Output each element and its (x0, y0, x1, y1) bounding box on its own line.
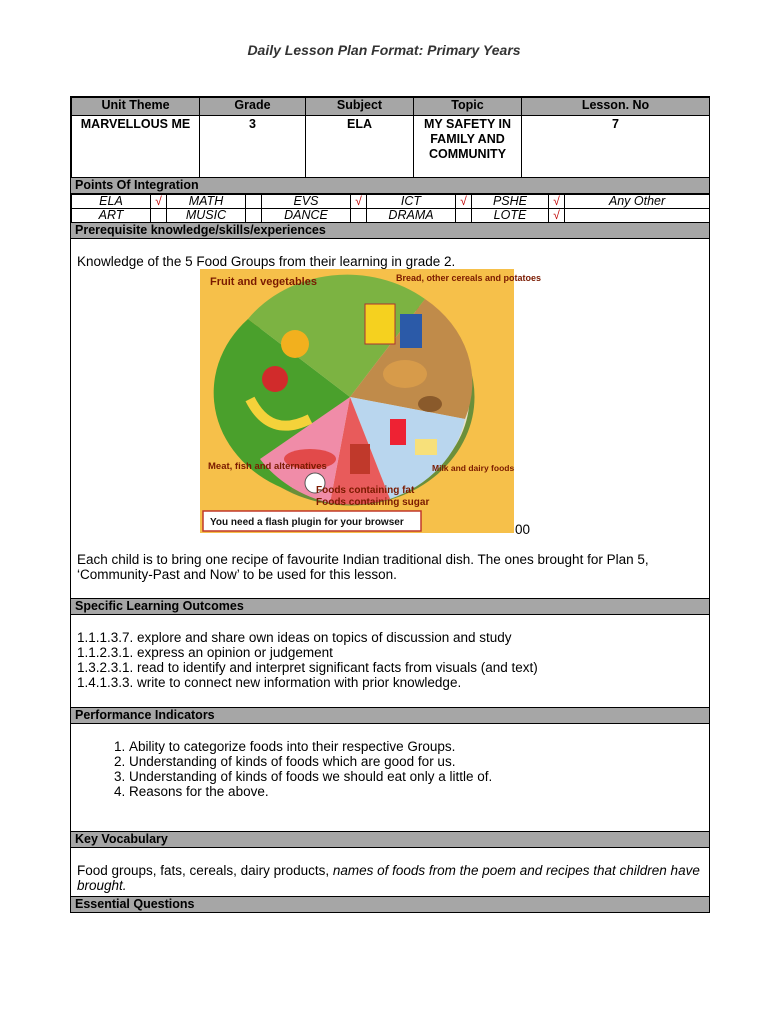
vocabulary-section (71, 848, 709, 896)
integration-ela: ELA (72, 195, 151, 209)
grade-value: 3 (200, 116, 306, 178)
sweets-icon (350, 444, 370, 474)
col-unit-theme: Unit Theme (72, 98, 200, 116)
outcomes-heading: Specific Learning Outcomes (71, 598, 709, 615)
prerequisite-heading: Prerequisite knowledge/skills/experiences (71, 223, 709, 239)
prerequisite-intro: Knowledge of the 5 Food Groups from their learning in grade 2. (77, 254, 456, 269)
label-bread (396, 273, 541, 283)
cheese-icon (415, 439, 437, 455)
header-table (71, 97, 710, 178)
label-fruit-veg: Fruit and vegetables (210, 276, 317, 288)
outcome-item: 1.4.1.3.3. write to connect new information with prior knowledge. (77, 675, 462, 690)
integration-table (71, 194, 710, 223)
label-meat: Meat, fish and alternatives (208, 461, 327, 472)
integration-pshe: PSHE (472, 195, 549, 209)
bread-icon (383, 360, 427, 388)
integration-blank (565, 209, 710, 223)
label-sugar: Foods containing sugar (316, 497, 430, 508)
outcome-item: 1.1.1.3.7. explore and share own ideas on topics of discussion and study (77, 630, 512, 645)
tick-pshe: √ (549, 195, 565, 209)
outcome-item: 1.3.2.3.1. read to identify and interpret significant facts from visuals (and text) (77, 660, 538, 675)
integration-heading: Points Of Integration (71, 178, 709, 194)
integration-art: ART (72, 209, 151, 223)
outcome-item: 1.1.2.3.1. express an opinion or judgement (77, 645, 333, 660)
indicators-list (77, 739, 703, 799)
essential-questions-heading: Essential Questions (71, 896, 709, 912)
tick-evs: √ (351, 195, 367, 209)
trailing-number: 00 (515, 522, 531, 537)
integration-music: MUSIC (167, 209, 246, 223)
indicators-section (71, 724, 709, 831)
col-subject: Subject (306, 98, 414, 116)
milk-carton-icon (390, 419, 406, 445)
document-title: Daily Lesson Plan Format: Primary Years (247, 42, 521, 58)
tick-drama (456, 209, 472, 223)
indicator-item: 4. Reasons for the above. (129, 784, 703, 799)
indicator-item: 1. Ability to categorize foods into their respective Groups. (129, 739, 703, 754)
lesson-no-value: 7 (522, 116, 710, 178)
orange-icon (281, 330, 309, 358)
col-lesson-no: Lesson. No (522, 98, 710, 116)
integration-any-other: Any Other (565, 195, 710, 209)
integration-ict: ICT (367, 195, 456, 209)
tick-music (246, 209, 262, 223)
tick-math (246, 195, 262, 209)
tick-art (151, 209, 167, 223)
potato-icon (418, 396, 442, 412)
indicators-heading: Performance Indicators (71, 707, 709, 724)
label-fat: Foods containing fat (316, 485, 415, 496)
apple-icon (262, 366, 288, 392)
indicator-item: 2. Understanding of kinds of foods which are good for us. (129, 754, 703, 769)
flash-plugin-text: You need a flash plugin for your browser (210, 517, 404, 528)
tick-ela: √ (151, 195, 167, 209)
indicator-item: 3. Understanding of kinds of foods we should eat only a little of. (129, 769, 703, 784)
col-topic: Topic (414, 98, 522, 116)
integration-lote: LOTE (472, 209, 549, 223)
integration-evs: EVS (262, 195, 351, 209)
prerequisite-section (71, 239, 709, 598)
vocabulary-italic: names of foods from the poem and recipes that children have brought. (77, 863, 700, 893)
col-grade: Grade (200, 98, 306, 116)
integration-dance: DANCE (262, 209, 351, 223)
vocabulary-heading: Key Vocabulary (71, 831, 709, 848)
integration-drama: DRAMA (367, 209, 456, 223)
tick-dance (351, 209, 367, 223)
label-bread-text: Bread, other cereals and potatoes (396, 273, 542, 283)
label-milk: Milk and dairy foods (432, 463, 515, 473)
unit-theme-value: MARVELLOUS ME (72, 116, 200, 178)
lesson-plan-sheet (70, 96, 710, 913)
vocabulary-plain: Food groups, fats, cereals, dairy products, (77, 863, 333, 878)
integration-math: MATH (167, 195, 246, 209)
subject-value: ELA (306, 116, 414, 178)
cereal-box-icon (365, 304, 395, 344)
tick-lote: √ (549, 209, 565, 223)
recipe-instruction: Each child is to bring one recipe of favourite Indian traditional dish. The ones brought for Plan 5, ‘Community-Past and Now’ to be used for this lesson. (77, 552, 649, 582)
cereal-box-2-icon (400, 314, 422, 348)
outcomes-section (71, 615, 709, 707)
tick-ict: √ (456, 195, 472, 209)
topic-value: MY SAFETY IN FAMILY AND COMMUNITY (414, 116, 522, 178)
